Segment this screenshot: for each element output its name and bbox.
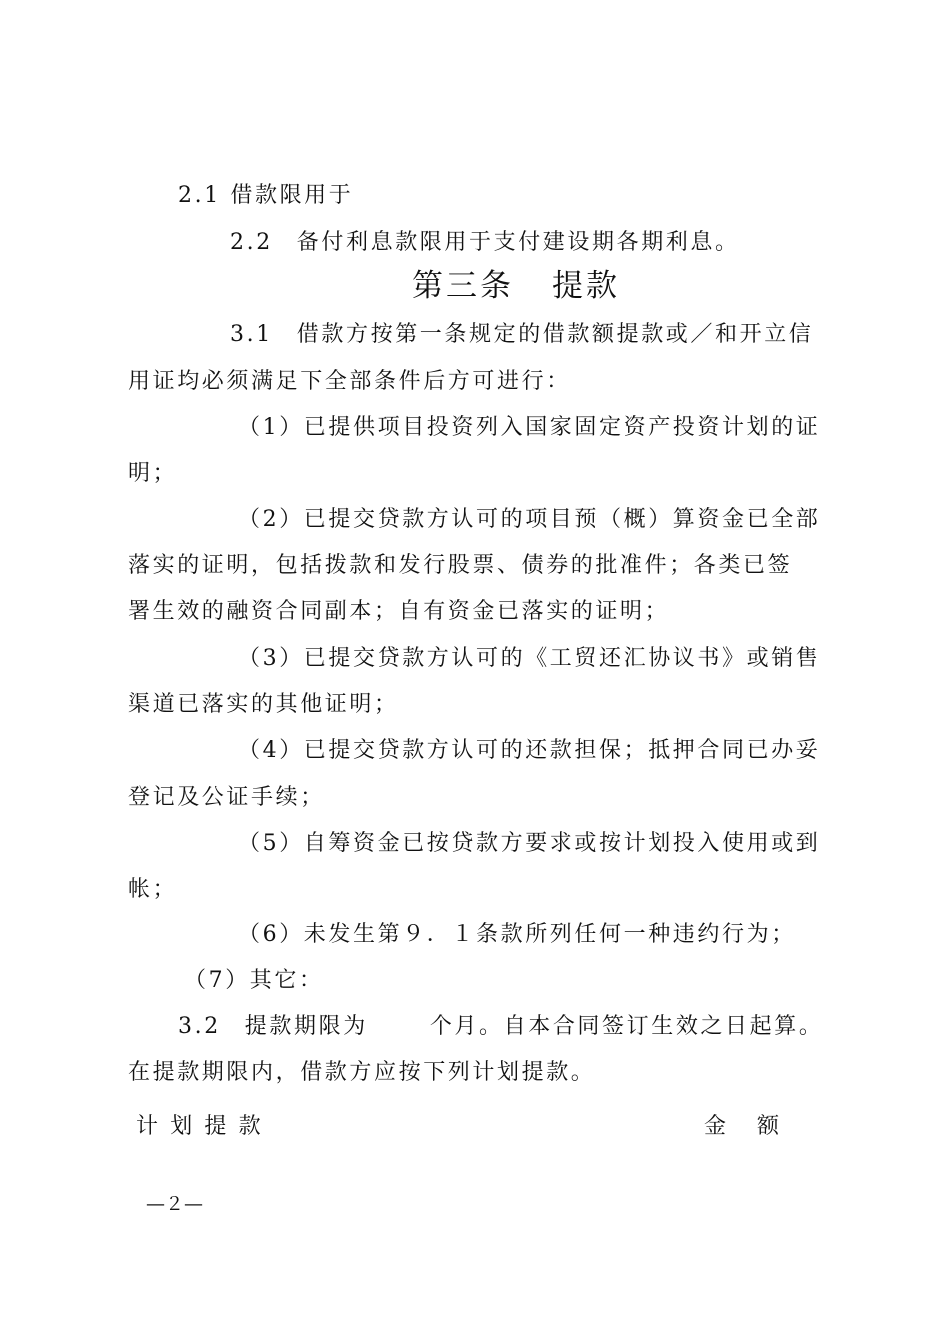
page-number: —２— [146,1193,204,1215]
condition-5-line-2: 帐； [128,877,178,902]
condition-2-line-1: （2）已提交贷款方认可的项目预（概）算资金已全部 [238,507,821,532]
clause-3-1-line-1 [230,320,813,350]
clause-3-2-line-1 [178,1012,823,1042]
condition-7-line-1: （7）其它： [184,968,324,993]
clause-2-2 [230,228,740,258]
condition-1-line-1: （1）已提供项目投资列入国家固定资产投资计划的证 [238,415,821,440]
clause-text: 备付利息款限用于支付建设期各期利息。 [296,230,740,255]
clause-text: 个月。自本合同签订生效之日起算。 [429,1014,824,1039]
condition-2-line-3: 署生效的融资合同副本；自有资金已落实的证明； [128,599,670,624]
condition-3-line-1: （3）已提交贷款方认可的《工贸还汇协议书》或销售 [238,646,821,671]
condition-1-line-2: 明； [128,461,178,486]
clause-number: 3.1 [230,322,273,347]
condition-4-line-1: （4）已提交贷款方认可的还款担保；抵押合同已办妥 [238,738,821,763]
clause-number: 2.2 [230,230,273,255]
condition-3-line-2: 渠道已落实的其他证明； [128,692,399,717]
clause-3-2-line-2: 在提款期限内，借款方应按下列计划提款。 [128,1060,596,1085]
condition-2-line-2: 落实的证明，包括拨款和发行股票、债券的批准件；各类已签 [128,553,793,578]
clause-text: 提款期限为 [244,1014,368,1039]
table-header-plan: 计 划 提 款 [136,1114,264,1139]
condition-4-line-2: 登记及公证手续； [128,785,325,810]
condition-6-line-1: （6）未发生第９．１条款所列任何一种违约行为； [238,922,796,947]
table-header-amount: 金 额 [704,1114,791,1139]
clause-text: 借款方按第一条规定的借款额提款或／和开立信 [296,322,814,347]
article-title: 提款 [552,268,620,304]
article-3-heading [412,266,620,306]
clause-2-1: 2.1 借款限用于 [178,183,354,208]
condition-5-line-1: （5）自筹资金已按贷款方要求或按计划投入使用或到 [238,831,821,856]
clause-3-1-line-2: 用证均必须满足下全部条件后方可进行： [128,369,571,394]
clause-number: 3.2 [178,1014,221,1039]
article-number: 第三条 [412,268,514,304]
